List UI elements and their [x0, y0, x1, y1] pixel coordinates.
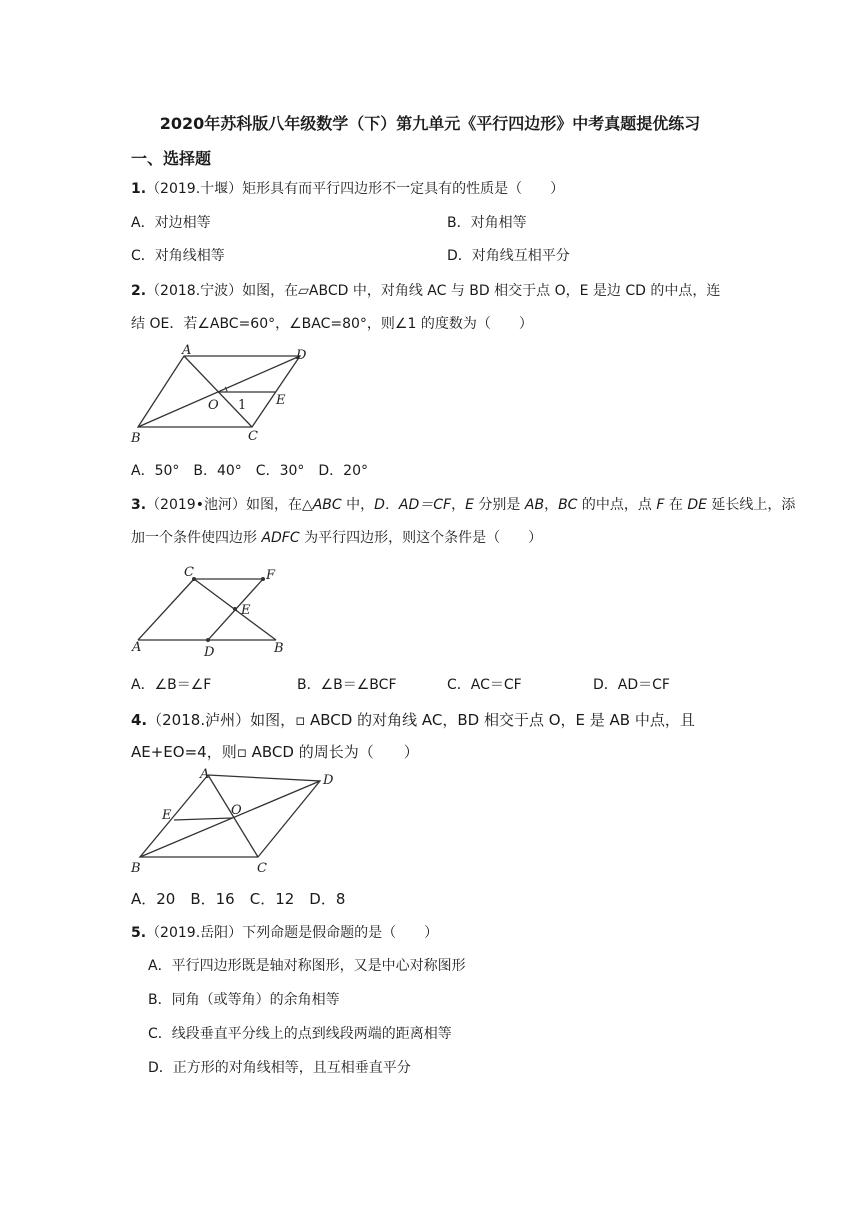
text-fragment: 中， [341, 497, 375, 513]
quadrilateral-adfc: ADFC [261, 530, 300, 546]
question-1-option-b: B．对角相等 [447, 215, 527, 231]
segment-eo [174, 818, 232, 820]
segment-ab: AB [524, 497, 545, 513]
section-heading: 一、选择题 [131, 149, 212, 168]
question-text: （2019•池河）如图，在△ [146, 497, 313, 513]
text-fragment: 加一个条件使四边形 [131, 530, 262, 546]
question-5-option-b: B．同角（或等角）的余角相等 [148, 992, 340, 1008]
label-e: E [241, 603, 251, 618]
question-number: 3. [131, 497, 147, 513]
question-number: 1. [131, 181, 147, 197]
question-number: 5. [131, 925, 147, 941]
label-a: A [200, 767, 210, 782]
label-c: C [248, 429, 258, 444]
question-3-option-b: B．∠B＝∠BCF [297, 677, 397, 693]
label-f: F [266, 568, 276, 583]
label-d: D [296, 348, 307, 363]
text-fragment: 分别是 [473, 497, 525, 513]
label-a: A [132, 640, 142, 655]
question-1-option-a: A．对边相等 [131, 215, 211, 231]
text-fragment: 延长线上，添 [706, 497, 796, 513]
label-b: B [131, 431, 141, 446]
point-d: D．AD＝CF [374, 497, 452, 513]
label-d: D [323, 773, 334, 788]
question-4-figure [128, 768, 343, 876]
question-3-option-a: A．∠B＝∠F [131, 677, 212, 693]
question-4-stem-line1 [131, 709, 695, 731]
question-text: （2018.泸州）如图，▫ ABCD 的对角线 AC，BD 相交于点 O，E 是 AB 中点，且 [147, 711, 695, 729]
point-f-dot [261, 577, 265, 581]
document-title: 2020年苏科版八年级数学（下）第九单元《平行四边形》中考真题提优练习 [159, 114, 701, 133]
point-e: E [465, 497, 474, 513]
question-1-option-c: C．对角线相等 [131, 248, 225, 264]
question-3-stem-line2 [131, 527, 542, 549]
question-number: 4. [131, 711, 148, 729]
question-1-stem [131, 178, 564, 200]
question-text: （2018.宁波）如图，在▱ABCD 中，对角线 AC 与 BD 相交于点 O，E 是边 CD 的中点，连 [146, 283, 721, 299]
text-fragment: 的中点，点 [577, 497, 657, 513]
question-4-stem-line2: AE+EO=4，则▫ ABCD 的周长为（ ） [131, 743, 419, 761]
text-fragment: ， [451, 497, 466, 513]
question-5-stem [131, 922, 438, 944]
text-fragment: 在 [664, 497, 688, 513]
question-number: 2. [131, 283, 147, 299]
question-text: （2019.十堰）矩形具有而平行四边形不一定具有的性质是（ ） [146, 181, 565, 197]
question-3-option-d: D．AD＝CF [593, 677, 670, 693]
question-2-options: A．50° B．40° C．30° D．20° [131, 463, 368, 479]
question-1-option-d: D．对角线互相平分 [447, 248, 570, 264]
question-2-stem-line2: 结 OE．若∠ABC=60°，∠BAC=80°，则∠1 的度数为（ ） [131, 316, 533, 332]
question-5-option-c: C．线段垂直平分线上的点到线段两端的距离相等 [148, 1026, 452, 1042]
triangle-name: ABC [312, 497, 342, 513]
segment-ac-line [138, 579, 194, 640]
label-o: O [208, 398, 219, 413]
label-c: C [257, 861, 267, 876]
question-2-figure [128, 343, 318, 446]
label-b: B [131, 861, 141, 876]
label-a: A [182, 343, 192, 358]
segment-bc: BC [558, 497, 578, 513]
label-angle-1: 1 [238, 398, 247, 413]
label-b: B [274, 641, 284, 656]
question-3-stem-line1 [131, 494, 795, 516]
point-e-dot [233, 607, 237, 611]
question-5-option-a: A．平行四边形既是轴对称图形，又是中心对称图形 [148, 958, 466, 974]
label-d: D [204, 645, 215, 660]
point-f: F [656, 497, 665, 513]
text-fragment: 为平行四边形，则这个条件是（ ） [299, 530, 543, 546]
question-3-figure [128, 560, 293, 660]
question-text: （2019.岳阳）下列命题是假命题的是（ ） [146, 925, 439, 941]
question-2-stem-line1 [131, 280, 720, 302]
question-3-option-c: C．AC＝CF [447, 677, 522, 693]
label-c: C [184, 565, 194, 580]
segment-de: DE [687, 497, 707, 513]
text-fragment: ， [544, 497, 559, 513]
label-e: E [276, 393, 286, 408]
question-5-option-d: D．正方形的对角线相等，且互相垂直平分 [148, 1060, 411, 1076]
label-e: E [162, 808, 172, 823]
question-4-options: A．20 B．16 C．12 D．8 [131, 890, 346, 908]
point-d-dot [206, 638, 210, 642]
label-o: O [231, 803, 242, 818]
